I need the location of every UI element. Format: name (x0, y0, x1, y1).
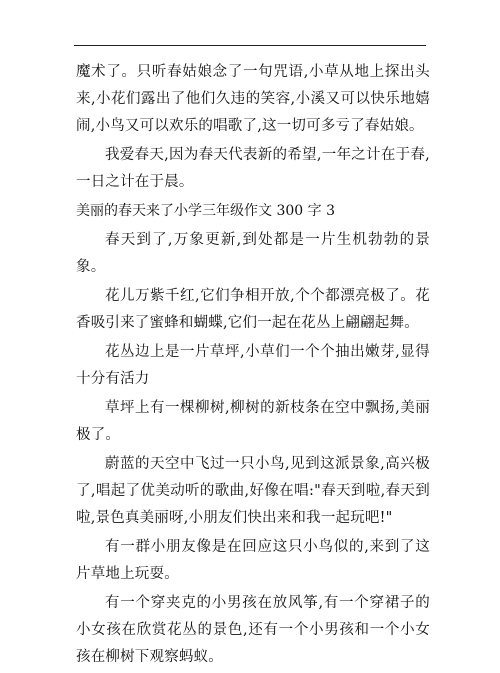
essay-body (76, 59, 430, 673)
header-rule (74, 45, 426, 46)
paragraph: 花儿万紫千红,它们争相开放,个个都漂亮极了。花香吸引来了蜜蜂和蝴蝶,它们一起在花丛上翩翩起舞。 (76, 288, 430, 331)
paragraph: 有一个穿夹克的小男孩在放风筝,有一个穿裙子的小女孩在欣赏花丛的景色,还有一个小男孩和一个小女孩在柳树下观察蚂蚁。 (76, 595, 430, 665)
paragraph: 花丛边上是一片草坪,小草们一个个抽出嫩芽,显得十分有活力 (76, 344, 430, 387)
paragraph: 春天到了,万象更新,到处都是一片生机勃勃的景象。 (76, 232, 430, 275)
paragraph: 我爱春天,因为春天代表新的希望,一年之计在于春,一日之计在于晨。 (76, 147, 430, 190)
paragraph: 草坪上有一棵柳树,柳树的新枝条在空中飘扬,美丽极了。 (76, 400, 430, 443)
essay-title: 美丽的春天来了小学三年级作文 300 字 3 (76, 203, 335, 219)
paragraph: 蔚蓝的天空中飞过一只小鸟,见到这派景象,高兴极了,唱起了优美动听的歌曲,好像在唱:"春天到啦,春天到啦,景色真美丽呀,小朋友们快出来和我一起玩吧!" (76, 456, 430, 526)
paragraph-continued: 魔术了。只听春姑娘念了一句咒语,小草从地上探出头来,小花们露出了他们久违的笑容,小溪又可以快乐地嬉闹,小鸟又可以欢乐的唱歌了,这一切可多亏了春姑娘。 (76, 64, 430, 134)
paragraph: 有一群小朋友像是在回应这只小鸟似的,来到了这片草地上玩耍。 (76, 539, 430, 582)
